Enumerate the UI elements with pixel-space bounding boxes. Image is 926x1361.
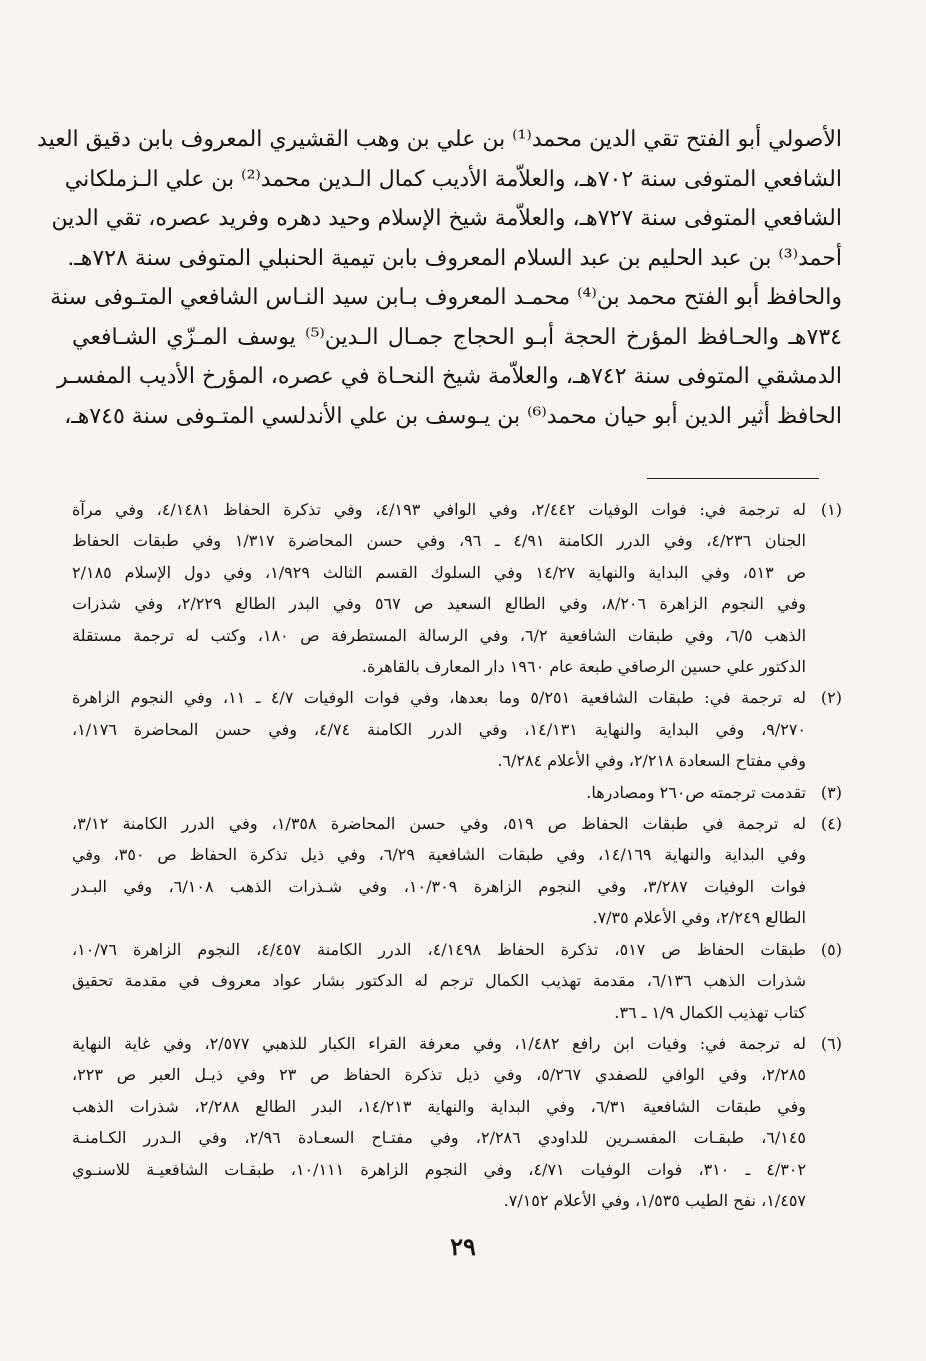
footnote-line: ٢/٢٨٥، وفي الوافي للصفدي ٥/٢٦٧، وفي ذيل تذكرة الحفاظ ص ٢٣ وفي ذيـل العبر ص ٢٢٣، — [72, 1065, 807, 1085]
footnote-line: طبقات الحفاظ ص ٥١٧، تذكرة الحفاظ ٤/١٤٩٨، الدرر الكامنة ٤/٤٥٧، النجوم الزاهرة ١٠/٧٦، — [72, 939, 807, 959]
footnote-line: له ترجمة في طبقات الحفاظ ص ٥١٩، وفي حسن المحاضرة ١/٣٥٨، وفي الدرر الكامنة ٣/١٢، — [72, 814, 807, 834]
footnote-line: ٤/٣٠٢ ـ ٣١٠، فوات الوفيات ٤/٧١، وفي النجوم الزاهرة ١٠/١١١، طبقـات الشافعيـة للاسنـوي — [72, 1159, 807, 1179]
main-text-block — [37, 120, 842, 436]
footnote-number: (١) — [820, 500, 842, 519]
footnote-divider — [647, 478, 819, 479]
page-number: ٢٩ — [450, 1232, 476, 1261]
main-text-line: ٧٣٤هـ والحـافظ المؤرخ الحجة أبـو الحجاج جمـال الـدين⁽⁵⁾ يوسف المـزّي الشـافعي — [72, 324, 842, 350]
footnote-line: كتاب تهذيب الكمال ١/٩ ـ ٣٦. — [614, 1002, 806, 1022]
footnote-line: الذهب ٦/٥، وفي طبقات الشافعية ٦/٢، وفي الرسالة المستطرفة ص ١٨٠، وكتب له ترجمة مستقلة — [72, 625, 807, 645]
footnote-line: الدكتور علي حسين الرصافي طبعة عام ١٩٦٠ دار المعارف بالقاهرة. — [361, 657, 806, 677]
main-text-line: أحمد⁽³⁾ بن عبد الحليم بن عبد السلام المعروف بابن تيمية الحنبلي المتوفى سنة ٧٢٨هـ. — [67, 245, 842, 271]
footnote-line: تقدمت ترجمته ص٢٦٠ ومصادرها. — [586, 782, 806, 802]
footnote-line: الجنان ٤/٢٣٦، وفي الدرر الكامنة ٤/٩١ ـ ٩٦، وفي حسن المحاضرة ١/٣١٧ وفي طبقات الحفاظ — [72, 531, 806, 551]
main-text-line: الشافعي المتوفى سنة ٧٢٧هـ، والعلاّمة شيخ الإسلام وحيد دهره وفريد عصره، تقي الدين — [51, 206, 842, 231]
footnote-line: وفي طبقات الشافعية ٦/٣١، وفي البداية والنهاية ١٤/٢١٣، البدر الطالع ٢/٢٨٨، شذرات الذهب — [72, 1096, 806, 1116]
footnote-line: ١/٤٥٧، نفح الطيب ١/٥٣٥، وفي الأعلام ٧/١٥٢. — [503, 1190, 806, 1210]
footnote — [72, 494, 842, 682]
main-text-line: الحافظ أثير الدين أبو حيان محمد⁽⁶⁾ بن يـوسف بن علي الأندلسي المتـوفى سنة ٧٤٥هـ، — [64, 403, 842, 429]
footnote-number: (٥) — [820, 939, 842, 959]
footnote — [72, 777, 842, 808]
footnotes-section — [72, 494, 842, 1216]
footnote-number: (٦) — [820, 1033, 842, 1053]
footnote-line: فوات الوفيات ٣/٢٨٧، وفي النجوم الزاهرة ١٠/٣٠٩، وفي شـذرات الذهب ٦/١٠٨، وفي البـدر — [72, 876, 807, 896]
footnote — [72, 934, 842, 1028]
footnote-line: وفي البداية والنهاية ١٤/١٦٩، وفي طبقات الشافعية ٦/٢٩، وفي ذيل تذكرة الحفاظ ص ٣٥٠، وفي — [72, 845, 806, 865]
main-text-line: والحافظ أبو الفتح محمد بن⁽⁴⁾ محمـد المعروف بـابن سيد النـاس الشافعي المتـوفى سنة — [50, 285, 842, 310]
footnote-number: (٢) — [820, 688, 842, 708]
main-text-line: الدمشقي المتوفى سنة ٧٤٢هـ، والعلاّمة شيخ النحـاة في عصره، المؤرخ الأديب المفسـر — [57, 364, 842, 389]
footnote-line: ٩/٢٧٠، وفي البداية والنهاية ١٤/١٣١، وفي الدرر الكامنة ٤/٧٤، وفي حسن المحاضرة ١/١٧٦، — [72, 719, 806, 739]
footnote-line: الطالع ٢/٢٤٩، وفي الأعلام ٧/٣٥. — [592, 908, 806, 928]
footnote-line: وفي النجوم الزاهرة ٨/٢٠٦، وفي الطالع السعيد ص ٥٦٧ وفي البدر الطالع ٢/٢٢٩، وفي شذرات — [72, 594, 806, 614]
footnote — [72, 1028, 842, 1216]
footnote-line: ٦/١٤٥، طبقـات المفسـرين للداودي ٢/٢٨٦، وفي مفتـاح السعـادة ٢/٩٦، وفي الـدرر الكـامنـة — [72, 1128, 807, 1148]
footnote-line: وفي مفتاح السعادة ٢/٢١٨، وفي الأعلام ٦/٢٨٤. — [497, 751, 806, 771]
footnote — [72, 808, 842, 934]
footnote — [72, 682, 842, 776]
main-text-line: الشافعي المتوفى سنة ٧٠٢هـ، والعلاّمة الأديب كمال الـدين محمد⁽²⁾ بن علي الـزملكاني — [64, 166, 842, 192]
footnote-number: (٤) — [820, 814, 842, 834]
main-text-line: الأصولي أبو الفتح تقي الدين محمد⁽¹⁾ بن علي بن وهب القشيري المعروف بابن دقيق العيد — [37, 127, 842, 152]
footnote-line: له ترجمة في: وفيات ابن رافع ١/٤٨٢، وفي معرفة القراء الكبار للذهبي ٢/٥٧٧، وفي غاية النهاية — [72, 1033, 806, 1053]
footnote-line: له ترجمة في: طبقات الشافعية ٥/٢٥١ وما بعدها، وفي فوات الوفيات ٤/٧ ـ ١١، وفي النجوم الزاهرة — [72, 688, 807, 708]
footnote-line: له ترجمة في: فوات الوفيات ٢/٤٤٢، وفي الوافي ٤/١٩٣، وفي تذكرة الحفاظ ٤/١٤٨١، وفي مرآة — [72, 500, 807, 519]
footnote-line: ص ٥١٣، وفي البداية والنهاية ١٤/٢٧ وفي السلوك القسم الثالث ١/٩٢٩، وفي دول الإسلام ٢/١٨٥ — [72, 562, 807, 582]
footnote-number: (٣) — [820, 782, 842, 802]
footnote-line: شذرات الذهب ٦/١٣٦، مقدمة تهذيب الكمال ترجم له الدكتور بشار عواد معروف في مقدمة تحقيق — [72, 971, 806, 991]
